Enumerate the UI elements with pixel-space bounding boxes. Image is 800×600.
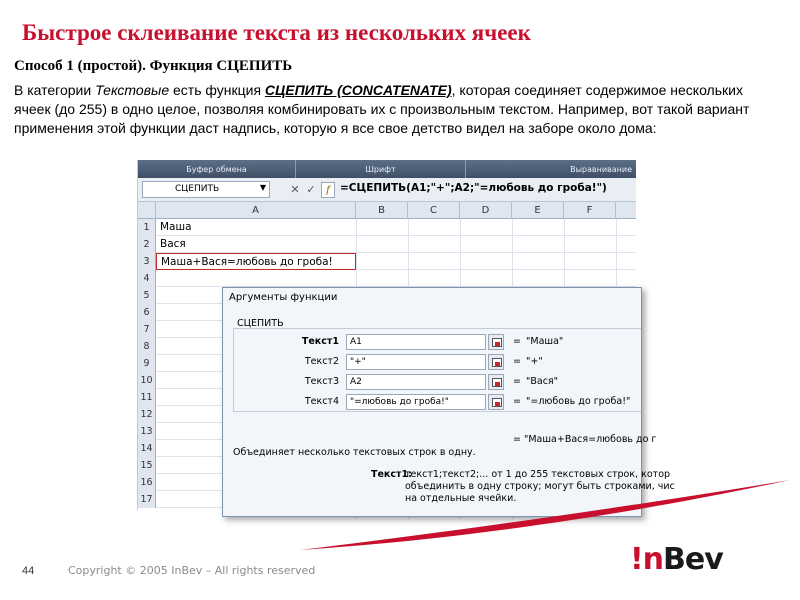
row-header[interactable]: 11 xyxy=(138,389,156,406)
select-all-corner[interactable] xyxy=(138,202,156,219)
argument-input[interactable]: "=любовь до гроба!" xyxy=(346,394,486,410)
row-header[interactable]: 2 xyxy=(138,236,156,253)
slide-subtitle: Способ 1 (простой). Функция СЦЕПИТЬ xyxy=(14,58,293,74)
insert-function-icon[interactable]: f xyxy=(321,182,335,198)
row-header[interactable]: 6 xyxy=(138,304,156,321)
argument-value: "Маша" xyxy=(526,336,564,347)
dialog-function-name: СЦЕПИТЬ xyxy=(237,318,284,329)
cell-a2[interactable]: Вася xyxy=(160,238,186,250)
cell-a1[interactable]: Маша xyxy=(160,221,192,233)
argument-value: "=любовь до гроба!" xyxy=(526,396,631,407)
chevron-down-icon[interactable]: ▼ xyxy=(259,183,266,192)
ribbon-group-font[interactable]: Шрифт xyxy=(296,160,466,178)
collapse-dialog-icon[interactable] xyxy=(488,394,504,410)
row-header[interactable]: 3 xyxy=(138,253,156,270)
argument-label: Текст2 xyxy=(304,356,339,367)
row-header[interactable]: 9 xyxy=(138,355,156,372)
column-header-e[interactable]: E xyxy=(512,202,564,219)
page-number: 44 xyxy=(22,565,35,577)
collapse-dialog-icon[interactable] xyxy=(488,334,504,350)
row-header[interactable]: 14 xyxy=(138,440,156,457)
argument-row xyxy=(223,373,643,391)
help-line: на отдельные ячейки. xyxy=(405,493,517,504)
equals-sign: = xyxy=(513,356,521,367)
argument-value: "+" xyxy=(526,356,543,367)
row-header[interactable]: 5 xyxy=(138,287,156,304)
argument-label: Текст1 xyxy=(301,336,339,347)
function-name: СЦЕПИТЬ (CONCATENATE) xyxy=(264,82,452,98)
column-header-a[interactable]: A xyxy=(156,202,356,219)
sheet-row xyxy=(138,253,636,270)
name-box-value: СЦЕПИТЬ xyxy=(175,184,220,194)
excel-screenshot xyxy=(137,160,675,510)
enter-check-icon[interactable]: ✓ xyxy=(306,183,316,196)
argument-input[interactable]: A1 xyxy=(346,334,486,350)
cell-a4[interactable] xyxy=(156,270,356,287)
row-header[interactable]: 8 xyxy=(138,338,156,355)
body-text-part: В категории xyxy=(14,82,96,98)
inbev-logo xyxy=(630,542,723,577)
column-header-row xyxy=(138,202,636,219)
help-line: текст1;текст2;... от 1 до 255 текстовых строк, котор xyxy=(405,469,671,480)
cell-a3[interactable]: Маша+Вася=любовь до гроба! xyxy=(156,253,356,270)
argument-value: "Вася" xyxy=(526,376,559,387)
column-header-c[interactable]: C xyxy=(408,202,460,219)
name-box[interactable] xyxy=(142,181,270,198)
formula-input[interactable]: =СЦЕПИТЬ(A1;"+";A2;"=любовь до гроба!") xyxy=(340,182,607,194)
logo-text: Bev xyxy=(663,542,723,577)
equals-sign: = xyxy=(513,336,521,347)
column-header-f[interactable]: F xyxy=(564,202,616,219)
row-header[interactable]: 10 xyxy=(138,372,156,389)
argument-row xyxy=(223,333,643,351)
row-header[interactable]: 13 xyxy=(138,423,156,440)
column-header-b[interactable]: B xyxy=(356,202,408,219)
logo-mark: !n xyxy=(630,542,664,577)
equals-sign: = xyxy=(513,376,521,387)
row-header[interactable]: 16 xyxy=(138,474,156,491)
row-header[interactable]: 1 xyxy=(138,219,156,236)
copyright-notice: Copyright © 2005 InBev – All rights reserved xyxy=(68,564,316,577)
equals-sign: = xyxy=(513,396,521,407)
ribbon-group-bar xyxy=(138,160,636,178)
dialog-title: Аргументы функции xyxy=(229,292,338,303)
sheet-row xyxy=(138,236,636,253)
help-argument-label: Текст1: xyxy=(371,469,412,480)
help-line: объединить в одну строку; могут быть строками, чис xyxy=(405,481,675,492)
body-text-part: есть функция xyxy=(169,82,265,98)
category-name: Текстовые xyxy=(95,82,170,98)
row-header[interactable]: 7 xyxy=(138,321,156,338)
argument-label: Текст4 xyxy=(304,396,339,407)
body-paragraph xyxy=(14,81,774,138)
function-result: = "Маша+Вася=любовь до г xyxy=(513,434,657,445)
argument-row xyxy=(223,353,643,371)
argument-input[interactable]: A2 xyxy=(346,374,486,390)
slide-title: Быстрое склеивание текста из нескольких ячеек xyxy=(22,20,531,45)
ribbon-group-alignment[interactable]: Выравнивание xyxy=(570,164,632,174)
cancel-icon[interactable]: ✕ xyxy=(290,183,300,196)
body-text-part: , которая соединяет содержимое нескольких ячеек (до 255) в одно целое, позволяя комбинировать их с произвольным текстом. Например, вот такой вариант применения этой функции даст надпись, которую я все свое детство видел на заборе около дома: xyxy=(14,82,750,136)
argument-label: Текст3 xyxy=(304,376,339,387)
argument-input[interactable]: "+" xyxy=(346,354,486,370)
argument-row xyxy=(223,393,643,411)
formula-bar xyxy=(138,178,636,202)
row-header[interactable]: 4 xyxy=(138,270,156,287)
sheet-row xyxy=(138,270,636,287)
row-header[interactable]: 15 xyxy=(138,457,156,474)
row-header[interactable]: 17 xyxy=(138,491,156,508)
row-header[interactable]: 12 xyxy=(138,406,156,423)
column-header-d[interactable]: D xyxy=(460,202,512,219)
sheet-row xyxy=(138,219,636,236)
ribbon-group-clipboard[interactable]: Буфер обмена xyxy=(138,160,296,178)
collapse-dialog-icon[interactable] xyxy=(488,354,504,370)
function-description: Объединяет несколько текстовых строк в одну. xyxy=(233,447,476,458)
collapse-dialog-icon[interactable] xyxy=(488,374,504,390)
